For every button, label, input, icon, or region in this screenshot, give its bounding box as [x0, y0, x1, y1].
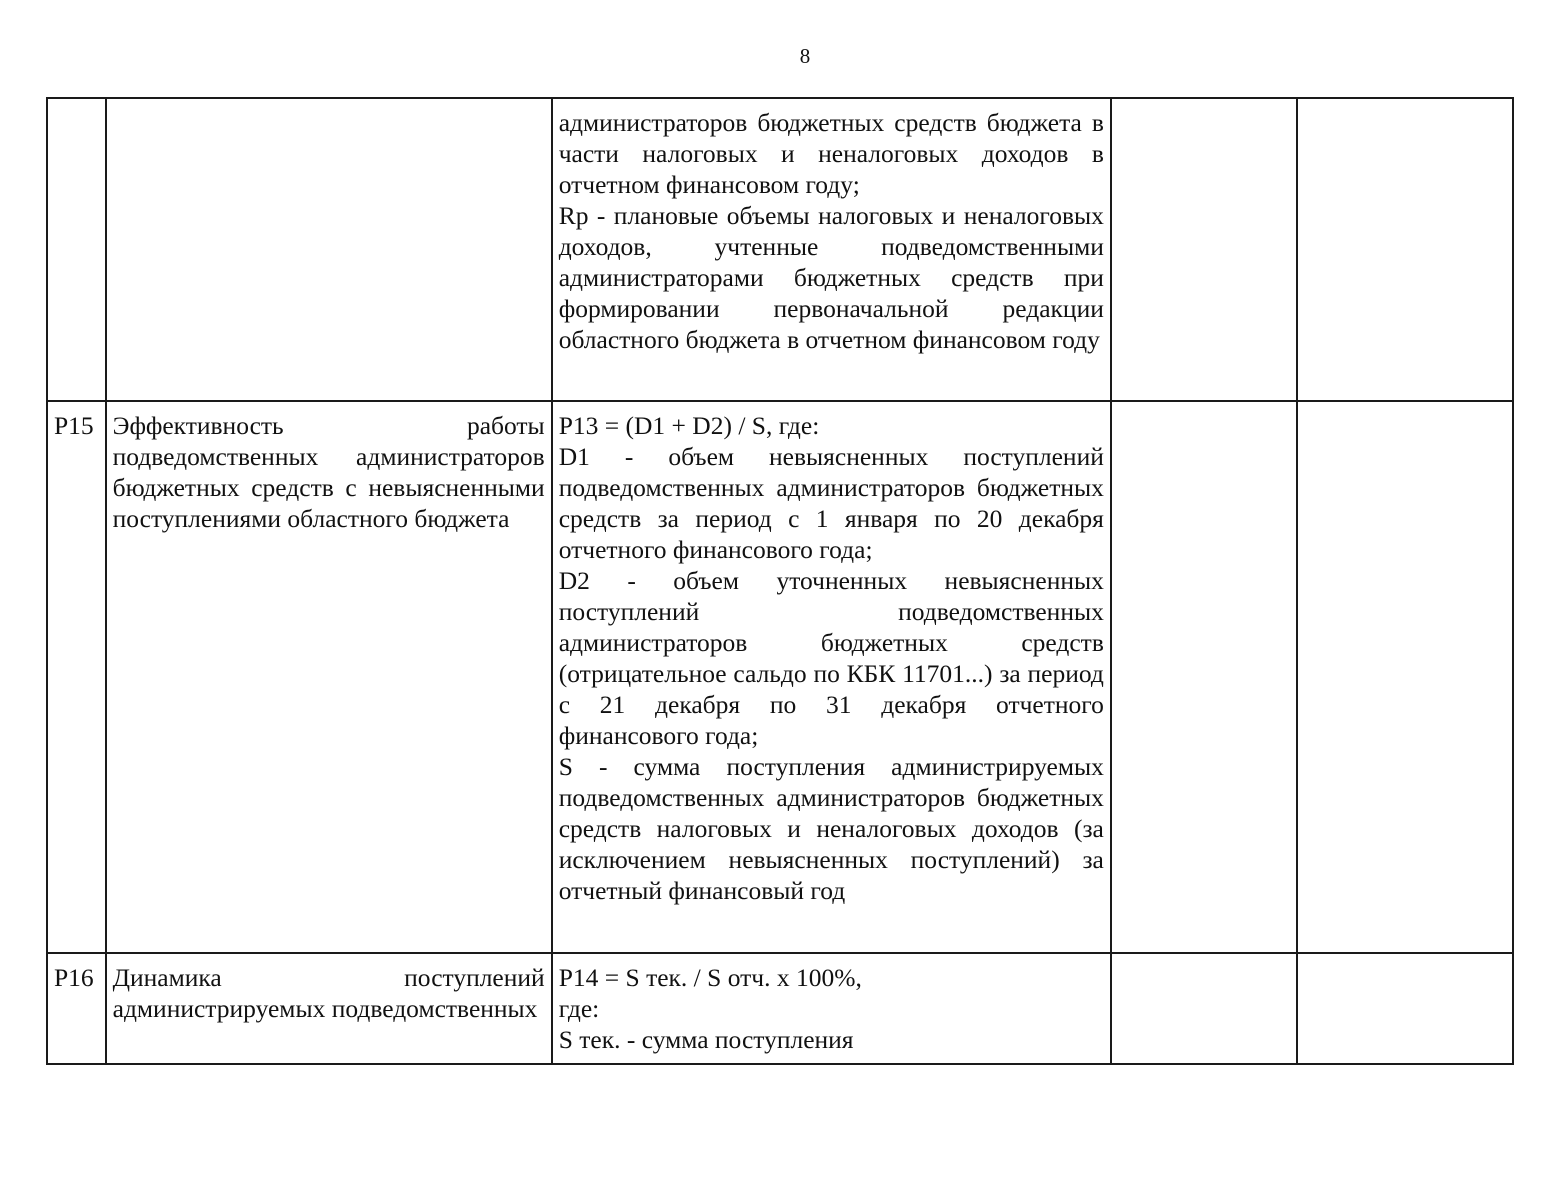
indicator-name-cell: Динамика поступлений администрируемых подведомственных [106, 953, 552, 1064]
formula-paragraph: S тек. - сумма поступления [558, 1025, 854, 1054]
indicator-formula-cell [552, 953, 1111, 1064]
empty-cell [1111, 401, 1297, 953]
indicator-formula-cell [552, 401, 1111, 953]
table-row-p16 [47, 953, 1513, 1064]
formula-paragraph: S - сумма поступления администрируемых подведомственных администраторов бюджетных средств налоговых и неналоговых доходов (за исключением невыясненных поступлений) за отчетный финансовый год [558, 752, 1104, 905]
formula-paragraph: P13 = (D1 + D2) / S, где: [558, 411, 820, 440]
table-row-p15 [47, 401, 1513, 953]
formula-paragraph: D2 - объем уточненных невыясненных поступлений подведомственных администраторов бюджетных средств (отрицательное сальдо по КБК 11701...) за период с 21 декабря по 31 декабря отчетного финансового года; [558, 566, 1104, 750]
empty-cell [1297, 401, 1513, 953]
indicator-code-cell: P15 [47, 401, 106, 953]
empty-cell [1297, 953, 1513, 1064]
formula-paragraph: P14 = S тек. / S отч. x 100%, [558, 963, 862, 992]
formula-paragraph: Rp - плановые объемы налоговых и неналоговых доходов, учтенные подведомственными администраторами бюджетных средств при формировании первоначальной редакции областного бюджета в отчетном финансовом году [558, 201, 1104, 354]
empty-cell [1297, 98, 1513, 401]
indicator-name-cell: Эффективность работы подведомственных администраторов бюджетных средств с невыясненными поступлениями областного бюджета [106, 401, 552, 953]
page-number: 8 [799, 44, 811, 68]
empty-cell [1111, 98, 1297, 401]
indicator-formula-cell [552, 98, 1111, 401]
indicator-code-cell: P16 [47, 953, 106, 1064]
indicator-code-cell [47, 98, 106, 401]
indicator-name-cell [106, 98, 552, 401]
formula-paragraph: где: [558, 994, 600, 1023]
formula-paragraph: администраторов бюджетных средств бюджета в части налоговых и неналоговых доходов в отчетном финансовом году; [558, 108, 1104, 199]
formula-paragraph: D1 - объем невыясненных поступлений подведомственных администраторов бюджетных средств за период с 1 января по 20 декабря отчетного финансового года; [558, 442, 1104, 564]
empty-cell [1111, 953, 1297, 1064]
table-row-continuation [47, 98, 1513, 401]
indicator-table [46, 97, 1514, 1065]
